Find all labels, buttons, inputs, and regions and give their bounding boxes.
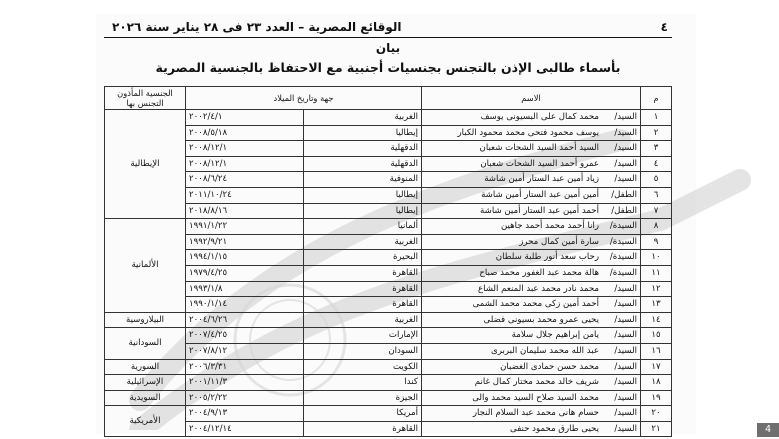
row-full-name: يوسف محمود فتحى محمد محمود الكبار: [457, 127, 599, 138]
row-nationality: الإيطالية: [105, 110, 186, 219]
row-nationality: السورية: [105, 359, 186, 375]
row-number: ١٠: [641, 250, 672, 266]
row-title: السيد/: [614, 361, 637, 372]
row-number: ١٣: [641, 297, 672, 313]
document-subtitle: بأسماء طالبى الإذن بالتجنس بجنسيات أجنبية مع الاحتفاظ بالجنسية المصرية: [155, 60, 621, 75]
table-row: [105, 359, 672, 375]
row-full-name: رحاب سعد أنور طلبة سلطان: [495, 252, 599, 263]
row-name: [422, 328, 641, 344]
table-row: [105, 297, 672, 313]
row-number: ٥: [641, 172, 672, 188]
table-header-row: [105, 87, 672, 110]
row-birth-date: ٢٠٠٤/١٢/١٤: [186, 421, 304, 437]
row-number: ٢١: [641, 421, 672, 437]
table-row: [105, 219, 672, 235]
row-full-name: محمد نادر محمد عبد المنعم الشاع: [478, 283, 599, 294]
row-title: السيد/: [614, 330, 637, 341]
row-title: السيد/: [614, 174, 637, 185]
row-name: [422, 172, 641, 188]
row-birth-place: القاهرة: [304, 297, 422, 313]
row-number: ٢٠: [641, 406, 672, 422]
row-full-name: سارة أمين كمال محرز: [519, 236, 599, 247]
table-row: [105, 343, 672, 359]
row-number: ١٧: [641, 359, 672, 375]
table-row: [105, 281, 672, 297]
row-name: [422, 343, 641, 359]
row-birth-place: القاهرة: [304, 421, 422, 437]
row-birth-date: ١٩٩٢/٩/٢١: [186, 234, 304, 250]
row-birth-place: المنوفية: [304, 172, 422, 188]
row-number: ٩: [641, 234, 672, 250]
row-title: السيد/: [614, 143, 637, 154]
row-birth-place: السودان: [304, 343, 422, 359]
row-birth-place: الدقهلية: [304, 156, 422, 172]
row-birth-date: ١٩٧٩/٤/٢٥: [186, 265, 304, 281]
row-title: السيد/: [614, 158, 637, 169]
row-birth-place: القاهرة: [304, 265, 422, 281]
row-full-name: محمد السيد صلاح السيد محمد والى: [472, 392, 599, 403]
row-birth-place: الدقهلية: [304, 141, 422, 157]
row-full-name: هالة محمد عبد الغفور محمد صباح: [479, 267, 599, 278]
row-number: ٣: [641, 141, 672, 157]
row-title: السيدة/: [609, 252, 637, 263]
row-name: [422, 234, 641, 250]
row-full-name: حسام هانى محمد عبد السلام النجار: [472, 408, 599, 419]
row-birth-place: الغربية: [304, 110, 422, 126]
row-name: [422, 203, 641, 219]
row-title: الطفل/: [611, 189, 637, 200]
row-birth-date: ٢٠١٨/٨/١٦: [186, 203, 304, 219]
row-number: ١٢: [641, 281, 672, 297]
row-full-name: عمرو أحمد السيد الشحات شعبان: [480, 158, 599, 169]
row-birth-place: إيطاليا: [304, 125, 422, 141]
row-name: [422, 265, 641, 281]
row-name: [422, 250, 641, 266]
row-full-name: زياد أمين عبد الستار أمين شاشة: [484, 174, 599, 185]
table-row: [105, 125, 672, 141]
table-row: [105, 390, 672, 406]
row-name: [422, 156, 641, 172]
row-birth-date: ٢٠٠٨/٦/٢٤: [186, 172, 304, 188]
table-row: [105, 375, 672, 391]
row-number: ٨: [641, 219, 672, 235]
row-birth-date: ٢٠٠١/١١/٣: [186, 375, 304, 391]
table-row: [105, 234, 672, 250]
row-title: السيد/: [614, 408, 637, 419]
row-name: [422, 141, 641, 157]
row-full-name: السيد أحمد السيد الشحات شعبان: [479, 143, 599, 154]
row-number: ١١: [641, 265, 672, 281]
row-birth-place: ألمانيا: [304, 219, 422, 235]
row-birth-place: كندا: [304, 375, 422, 391]
row-name: [422, 187, 641, 203]
table-row: [105, 312, 672, 328]
row-birth-place: الكويت: [304, 359, 422, 375]
row-birth-date: ١٩٩١/١/٢٢: [186, 219, 304, 235]
row-title: السيدة/: [609, 221, 637, 232]
row-title: السيد/: [614, 299, 637, 310]
header-name: الاسم: [422, 87, 641, 110]
table-row: [105, 250, 672, 266]
table-row: [105, 421, 672, 437]
row-full-name: محمد حسن حمادى الغضبان: [500, 361, 599, 372]
row-full-name: يحيى طارق محمود حنفى: [510, 423, 599, 434]
table-row: [105, 203, 672, 219]
row-nationality: البيلاروسية: [105, 312, 186, 328]
table-row: [105, 328, 672, 344]
header-rule: [104, 37, 672, 38]
table-row: [105, 172, 672, 188]
row-birth-place: الجيزة: [304, 390, 422, 406]
row-name: [422, 406, 641, 422]
row-title: السيد/: [614, 345, 637, 356]
header-page-number: ٤: [660, 20, 668, 34]
header-nationality: الجنسية المأذون التجنس بها: [105, 87, 186, 110]
header-birth: جهة وتاريخ الميلاد: [186, 87, 422, 110]
row-nationality: السودانية: [105, 328, 186, 359]
row-full-name: أمين أمين عبد الستار أمين شاشة: [481, 189, 599, 200]
row-title: الطفل/: [611, 205, 637, 216]
row-number: ١: [641, 110, 672, 126]
row-name: [422, 219, 641, 235]
row-full-name: محمد كمال على البسيونى يوسف: [480, 112, 599, 122]
row-name: [422, 125, 641, 141]
row-number: ١٤: [641, 312, 672, 328]
row-number: ١٩: [641, 390, 672, 406]
row-birth-place: إيطاليا: [304, 203, 422, 219]
table-row: [105, 265, 672, 281]
row-title: السيد/: [614, 377, 637, 388]
row-title: السيد/: [614, 392, 637, 403]
row-birth-date: ٢٠٠٧/٨/١٢: [186, 343, 304, 359]
row-number: ٢: [641, 125, 672, 141]
row-full-name: يحيى عمرو محمد بسيونى فضلى: [483, 314, 599, 325]
row-full-name: رانا أحمد محمد أحمد جاهين: [500, 221, 599, 232]
table-row: [105, 406, 672, 422]
row-birth-place: الإمارات: [304, 328, 422, 344]
row-title: السيد/: [614, 112, 637, 122]
table-row: [105, 141, 672, 157]
row-number: ١٨: [641, 375, 672, 391]
row-birth-date: ٢٠١١/١٠/٢٤: [186, 187, 304, 203]
names-table: [104, 86, 672, 437]
row-nationality: السويدية: [105, 390, 186, 406]
row-birth-date: ٢٠٠٦/٣/٣١: [186, 359, 304, 375]
row-birth-date: ١٩٩٣/١/٨: [186, 281, 304, 297]
row-title: السيد/: [614, 127, 637, 138]
row-name: [422, 281, 641, 297]
row-nationality: الإسرائيلية: [105, 375, 186, 391]
row-birth-place: البحيرة: [304, 250, 422, 266]
row-full-name: عبد الله محمد سليمان البربرى: [491, 345, 599, 356]
row-birth-date: ٢٠٠٤/٩/١٣: [186, 406, 304, 422]
row-name: [422, 390, 641, 406]
row-full-name: أحمد أمين عبد الستار أمين شاشة: [480, 205, 599, 216]
header-publication: الوقائع المصرية – العدد ٢٣ فى ٢٨ يناير سنة ٢٠٢٦: [112, 20, 402, 34]
row-birth-date: ١٩٩٤/١/١٥: [186, 250, 304, 266]
row-birth-date: ٢٠٠٨/٥/١٨: [186, 125, 304, 141]
row-number: ٤: [641, 156, 672, 172]
row-birth-place: القاهرة: [304, 281, 422, 297]
row-birth-date: ٢٠٠٨/١٢/١: [186, 156, 304, 172]
row-name: [422, 359, 641, 375]
row-birth-date: ٢٠٠٨/١٢/١: [186, 141, 304, 157]
row-name: [422, 312, 641, 328]
header-number: م: [641, 87, 672, 110]
row-full-name: شريف خالد محمد مختار كمال غانم: [474, 377, 599, 388]
row-birth-place: إيطاليا: [304, 187, 422, 203]
row-title: السيد/: [614, 423, 637, 434]
row-name: [422, 421, 641, 437]
row-birth-place: الغربية: [304, 312, 422, 328]
row-number: ١٥: [641, 328, 672, 344]
row-full-name: أحمد أمين زكى محمد محمد الشمى: [472, 299, 599, 310]
table-row: [105, 187, 672, 203]
row-title: السيد/: [614, 314, 637, 325]
row-birth-place: الغربية: [304, 234, 422, 250]
running-header: [112, 20, 668, 34]
row-birth-date: ٢٠٠٢/٤/١: [186, 110, 304, 126]
row-nationality: الأمريكية: [105, 406, 186, 437]
table-row: [105, 110, 672, 126]
row-birth-date: ٢٠٠٥/٢/٢٢: [186, 390, 304, 406]
row-title: السيدة/: [609, 236, 637, 247]
row-name: [422, 375, 641, 391]
row-title: السيدة/: [609, 267, 637, 278]
document-title: بيان: [375, 41, 401, 55]
row-full-name: يامن إبراهيم جلال سلامة: [511, 330, 599, 341]
row-number: ١٦: [641, 343, 672, 359]
row-number: ٦: [641, 187, 672, 203]
table-row: [105, 156, 672, 172]
row-nationality: الألمانية: [105, 219, 186, 313]
row-name: [422, 297, 641, 313]
row-name: [422, 110, 641, 126]
row-birth-place: أمريكا: [304, 406, 422, 422]
page-badge: 4: [757, 423, 779, 437]
row-birth-date: ٢٠٠٤/٦/٢٦: [186, 312, 304, 328]
row-birth-date: ١٩٩٠/١/١٤: [186, 297, 304, 313]
row-number: ٧: [641, 203, 672, 219]
row-birth-date: ٢٠٠٧/٤/٢٥: [186, 328, 304, 344]
row-title: السيد/: [614, 283, 637, 294]
